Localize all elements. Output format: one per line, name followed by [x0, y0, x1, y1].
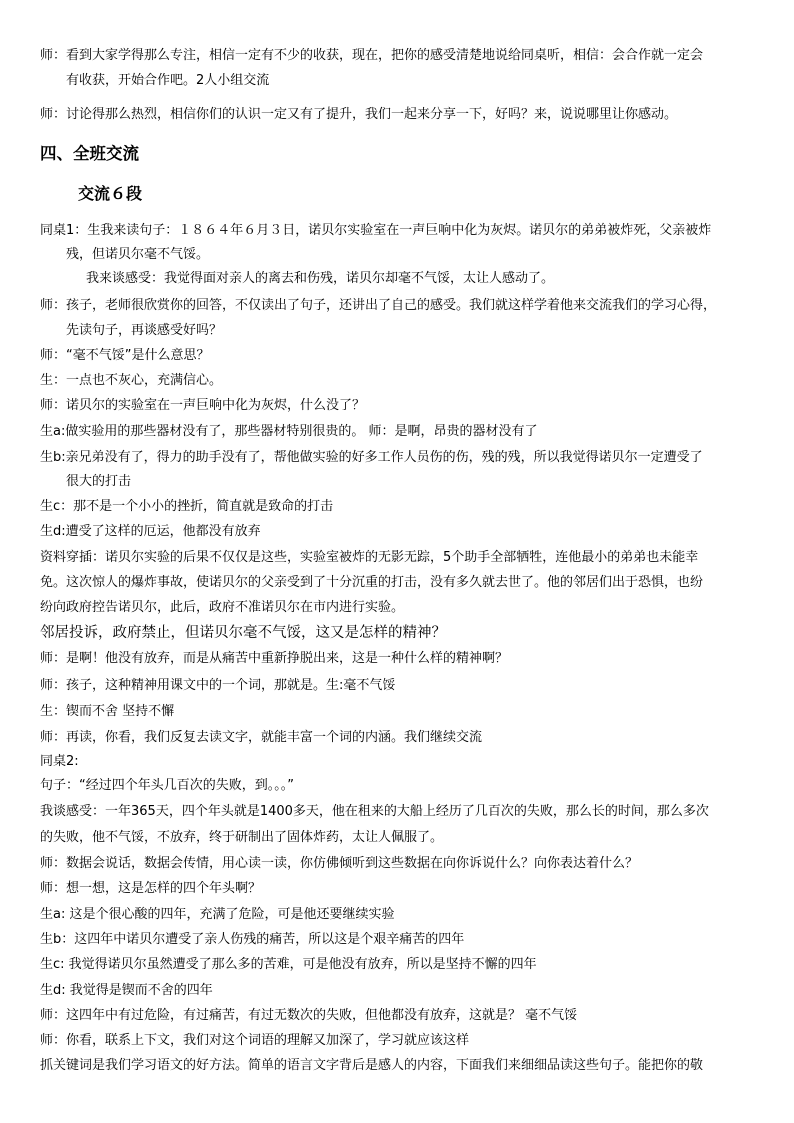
paragraph-line: 师：是啊！他没有放弃，而是从痛苦中重新挣脱出来，这是一种什么样的精神啊？ — [40, 651, 509, 666]
paragraph-line: 邻居投诉，政府禁止，但诺贝尔毫不气馁，这又是怎样的精神？ — [40, 625, 446, 641]
paragraph-line: 我谈感受：一年365天，四个年头就是1400多天，他在租来的大船上经历了几百次的失败，那么长的时间，那么多次 — [40, 804, 709, 819]
paragraph-line: 师：想一想，这是怎样的四个年头啊？ — [40, 881, 262, 896]
paragraph-line: 师：“毫不气馁”是什么意思？ — [40, 348, 210, 363]
paragraph-line: 生：锲而不舍 坚持不懈 — [40, 704, 175, 719]
section-heading: 四、全班交流 — [40, 144, 139, 163]
paragraph-line: 师：孩子，老师很欣赏你的回答，不仅读出了句子，还讲出了自己的感受。我们就这样学着他来交流我们的学习心得， — [40, 298, 717, 313]
paragraph-line: 师：再读，你看，我们反复去读文字，就能丰富一个词的内涵。我们继续交流 — [40, 730, 483, 745]
paragraph-line: 同桌1：生我来读句子：１８６４年６月３日，诺贝尔实验室在一声巨响中化为灰烬。诺贝尔的弟弟被炸死，父亲被炸 — [40, 223, 712, 238]
paragraph-line: 生c: 我觉得诺贝尔虽然遭受了那么多的苦难，可是他没有放弃，所以是坚持不懈的四年 — [40, 957, 537, 972]
paragraph-line: 师：讨论得那么热烈，相信你们的认识一定又有了提升，我们一起来分享一下，好吗？来，说说哪里让你感动。 — [40, 107, 678, 122]
paragraph-line: 抓关键词是我们学习语文的好方法。简单的语言文字背后是感人的内容，下面我们来细细品读这些句子。能把你的敬 — [40, 1058, 704, 1073]
paragraph-line: 纷向政府控告诺贝尔，此后，政府不准诺贝尔在市内进行实验。 — [40, 600, 405, 615]
paragraph-line: 师：孩子，这种精神用课文中的一个词，那就是。生:毫不气馁 — [40, 678, 396, 693]
paragraph-line: 我来谈感受：我觉得面对亲人的离去和伤残，诺贝尔却毫不气馁，太让人感动了。 — [86, 271, 555, 286]
paragraph-line: 有收获，开始合作吧。2人小组交流 — [66, 73, 270, 88]
paragraph-line: 生b:亲兄弟没有了，得力的助手没有了，帮他做实验的好多工作人员伤的伤，残的残，所以我觉得诺贝尔一定遭受了 — [40, 450, 703, 465]
paragraph-line: 师：看到大家学得那么专注，相信一定有不少的收获，现在，把你的感受清楚地说给同桌听，相信：会合作就一定会 — [40, 48, 704, 63]
paragraph-line: 生a:做实验用的那些器材没有了，那些器材特别很贵的。 师：是啊，昂贵的器材没有了 — [40, 424, 538, 439]
paragraph-line: 师：你看，联系上下文，我们对这个词语的理解又加深了，学习就应该这样 — [40, 1033, 470, 1048]
subsection-heading: 交流６段 — [78, 184, 143, 203]
paragraph-line: 先读句子，再谈感受好吗？ — [66, 323, 223, 338]
paragraph-line: 免。这次惊人的爆炸事故，使诺贝尔的父亲受到了十分沉重的打击，没有多久就去世了。他的邻居们出于恐惧，也纷 — [40, 575, 704, 590]
paragraph-line: 生d:遭受了这样的厄运，他都没有放弃 — [40, 524, 261, 539]
paragraph-line: 同桌2: — [40, 754, 79, 769]
paragraph-line: 生d: 我觉得是锲而不舍的四年 — [40, 983, 213, 998]
paragraph-line: 句子：“经过四个年头几百次的失败，到。。。” — [40, 778, 294, 793]
paragraph-line: 很大的打击 — [66, 474, 132, 489]
paragraph-line: 生a: 这是个很心酸的四年，充满了危险，可是他还要继续实验 — [40, 907, 395, 922]
paragraph-line: 的失败，他不气馁，不放弃，终于研制出了固体炸药，太让人佩服了。 — [40, 830, 444, 845]
paragraph-line: 残，但诺贝尔毫不气馁。 — [66, 247, 210, 262]
paragraph-line: 师：数据会说话，数据会传情，用心读一读，你仿佛倾听到这些数据在向你诉说什么？向你表达着什么？ — [40, 856, 639, 871]
paragraph-line: 生c：那不是一个小小的挫折，简直就是致命的打击 — [40, 499, 334, 514]
paragraph-line: 师：这四年中有过危险，有过痛苦，有过无数次的失败，但他都没有放弃，这就是？ 毫不气馁 — [40, 1008, 578, 1023]
paragraph-line: 生：一点也不灰心，充满信心。 — [40, 373, 223, 388]
paragraph-line: 师：诺贝尔的实验室在一声巨响中化为灰烬，什么没了？ — [40, 398, 366, 413]
paragraph-line: 生b：这四年中诺贝尔遭受了亲人伤残的痛苦，所以这是个艰辛痛苦的四年 — [40, 932, 465, 947]
paragraph-line: 资料穿插：诺贝尔实验的后果不仅仅是这些，实验室被炸的无影无踪，5个助手全部牺牲，连他最小的弟弟也未能幸 — [40, 550, 699, 565]
